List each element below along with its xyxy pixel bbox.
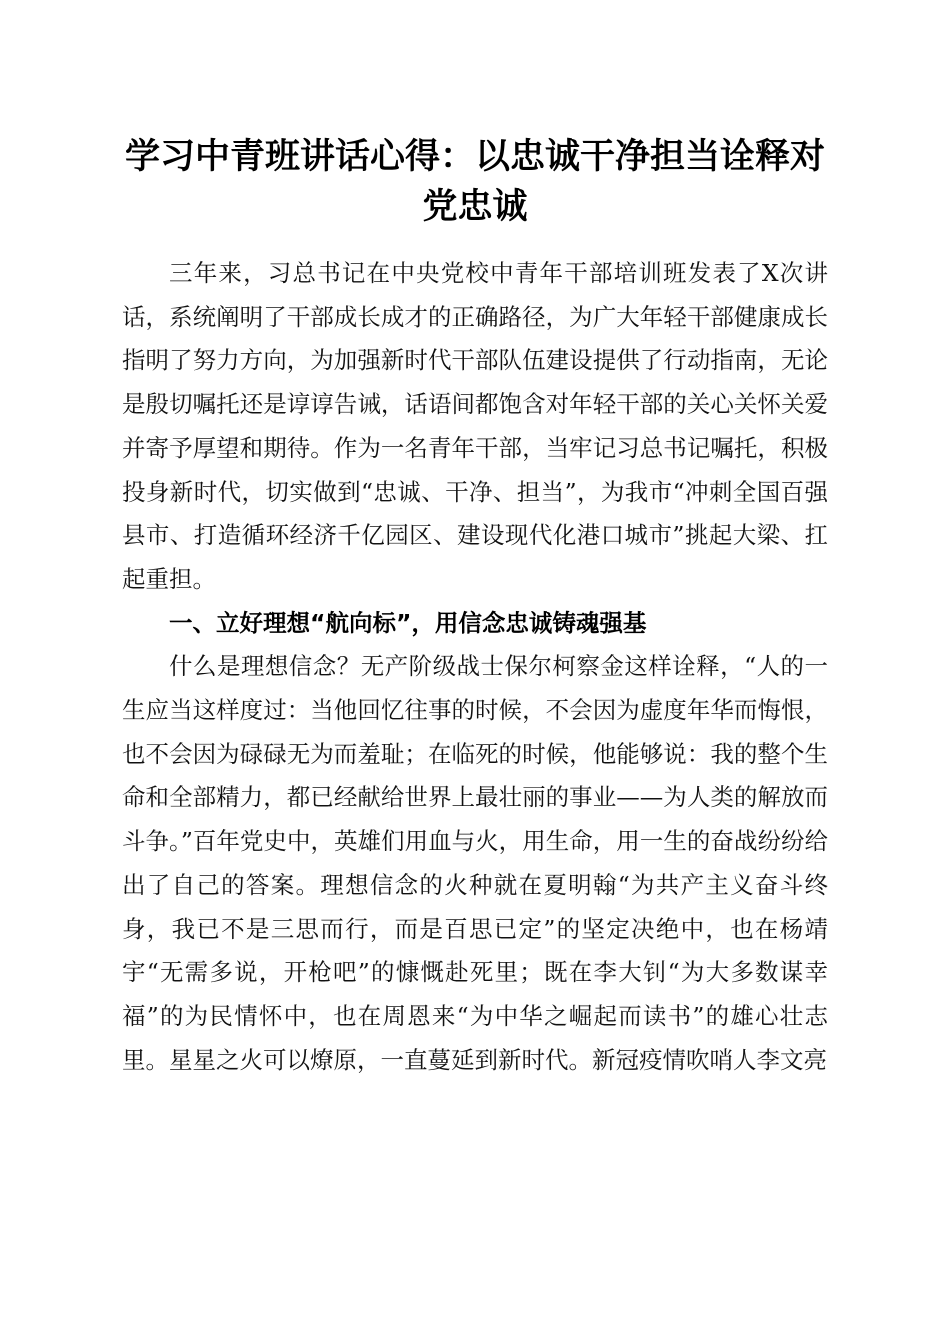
document-body <box>122 252 828 1082</box>
section-heading-1: 一、立好理想“航向标”，用信念忠诚铸魂强基 <box>169 608 647 637</box>
document-title <box>110 132 840 232</box>
paragraph-intro: 三年来，习总书记在中央党校中青年干部培训班发表了X次讲话，系统阐明了干部成长成才的正确路径，为广大年轻干部健康成长指明了努力方向，为加强新时代干部队伍建设提供了行动指南，无论是殷切嘱托还是谆谆告诫，话语间都饱含对年轻干部的关心关怀关爱并寄予厚望和期待。作为一名青年干部，当牢记习总书记嘱托，积极投身新时代，切实做到“忠诚、干净、担当”，为我市“冲刺全国百强县市、打造循环经济千亿园区、建设现代化港口城市”挑起大梁、扛起重担。 <box>122 259 828 593</box>
title-line-1: 学习中青班讲话心得：以忠诚干净担当诠释对 <box>124 136 825 177</box>
title-line-2: 党忠诚 <box>422 186 528 227</box>
paragraph-section-1: 什么是理想信念？无产阶级战士保尔柯察金这样诠释，“人的一生应当这样度过：当他回忆往事的时候，不会因为虚度年华而悔恨，也不会因为碌碌无为而羞耻；在临死的时候，他能够说：我的整个生命和全部精力，都已经献给世界上最壮丽的事业——为人类的解放而斗争。”百年党史中，英雄们用血与火，用生命，用一生的奋战纷纷给出了自己的答案。理想信念的火种就在夏明翰“为共产主义奋斗终身，我已不是三思而行，而是百思已定”的坚定决绝中，也在杨靖宇“无需多说，开枪吧”的慷慨赴死里；既在李大钊“为大多数谋幸福”的为民情怀中，也在周恩来“为中华之崛起而读书”的雄心壮志里。星星之火可以燎原，一直蔓延到新时代。新冠疫情吹哨人李文亮 <box>122 652 828 1074</box>
